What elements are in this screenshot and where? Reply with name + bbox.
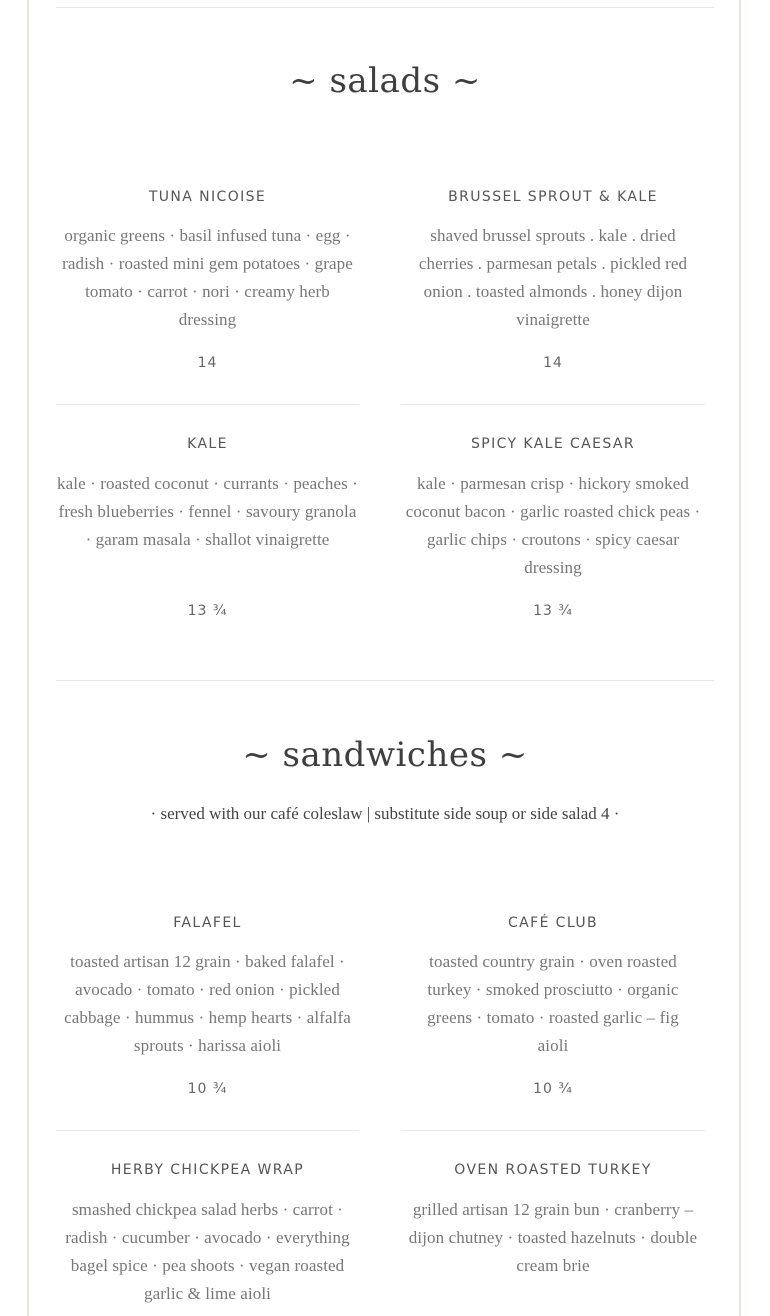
item-price: 10 ¾ [533,1081,573,1097]
item-name: BRUSSEL SPROUT & KALE [448,189,658,205]
menu-item-kale [56,435,359,635]
item-description: kale · parmesan crisp · hickory smoked coconut bacon · garlic roasted chick peas · garlic chips · croutons · spicy caesar dressing [405,474,701,577]
item-price: 14 [197,355,218,371]
item-name: OVEN ROASTED TURKEY [454,1162,652,1178]
menu-item-herby-chickpea-wrap [56,1161,359,1303]
item-name: SPICY KALE CAESAR [470,436,636,452]
menu-item-tuna-nicoise [56,188,359,418]
section-divider [56,680,714,681]
section-divider-top [56,7,714,8]
menu-item-oven-roasted-turkey [401,1161,705,1298]
salads-section-title: ~ salads ~ [289,61,481,101]
menu-item-brussel-sprout-kale [401,188,705,418]
item-description: smashed chickpea salad herbs · carrot · radish · cucumber · avocado · everything bagel spice · pea shoots · vegan roasted garlic & lime aioli [65,1200,350,1303]
item-description: shaved brussel sprouts . kale . dried cherries . parmesan petals . pickled red onion . toasted almonds . honey dijon vinaigrette [418,226,688,329]
menu-item-cafe-club [401,914,705,1144]
item-divider [401,1130,705,1131]
item-name: HERBY CHICKPEA WRAP [110,1162,305,1178]
item-description: kale · roasted coconut · currants · peaches · fresh blueberries · fennel · savoury granola · garam masala · shallot vinaigrette [57,474,358,549]
sandwiches-section-title: ~ sandwiches ~ [242,735,528,775]
item-name: FALAFEL [173,915,242,931]
item-divider [401,404,705,405]
item-divider [56,1130,359,1131]
item-description: grilled artisan 12 grain bun · cranberry – dijon chutney · toasted hazelnuts · double cream brie [408,1200,698,1275]
item-name: KALE [187,436,228,452]
item-price: 14 [543,355,563,371]
item-name: CAFÉ CLUB [507,915,599,931]
item-price: 13 ¾ [187,603,228,619]
item-description: organic greens · basil infused tuna · egg · radish · roasted mini gem potatoes · grape tomato · carrot · nori · creamy herb dressing [62,226,353,329]
item-description: toasted country grain · oven roasted turkey · smoked prosciutto · organic greens · tomato · roasted garlic – fig aioli [427,952,679,1055]
item-divider [56,404,359,405]
item-name: TUNA NICOISE [148,189,267,205]
item-price: 13 ¾ [533,603,573,619]
item-description: toasted artisan 12 grain · baked falafel · avocado · tomato · red onion · pickled cabbage · hummus · hemp hearts · alfalfa sprouts · harissa aioli [64,952,351,1055]
menu-item-falafel [56,914,359,1144]
menu-item-spicy-kale-caesar [401,435,705,635]
item-price: 10 ¾ [187,1081,228,1097]
sandwiches-section-note: · served with our café coleslaw | substitute side soup or side salad 4 · [150,804,620,823]
